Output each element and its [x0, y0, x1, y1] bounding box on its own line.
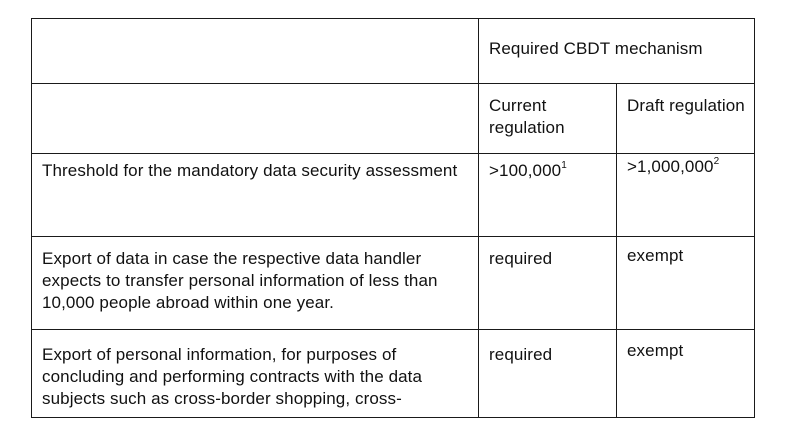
current-regulation-heading: Current regulation — [489, 96, 565, 137]
row-current-cell — [479, 237, 617, 330]
header-empty-cell — [32, 19, 479, 84]
header-row-group — [32, 19, 755, 84]
row-draft-cell — [617, 237, 755, 330]
row-label-cell — [32, 237, 479, 330]
header-group-cell — [479, 19, 755, 84]
current-threshold-value: >100,000 — [489, 161, 562, 180]
row-label: Export of personal information, for purposes of concluding and performing contracts with the data subjects such as cross-border shopping, cross- — [42, 345, 423, 408]
current-regulation-header-cell — [479, 84, 617, 154]
row-current-value: required — [489, 345, 553, 364]
row-current-cell — [479, 154, 617, 237]
table-row — [32, 154, 755, 237]
draft-regulation-heading: Draft regulation — [627, 96, 745, 115]
required-cbdt-mechanism-heading: Required CBDT mechanism — [489, 39, 703, 58]
row-draft-value: exempt — [627, 246, 684, 265]
draft-threshold-value: >1,000,000 — [627, 157, 714, 176]
footnote-marker: 2 — [713, 156, 720, 168]
row-current-value — [479, 154, 616, 182]
footnote-marker: 1 — [561, 160, 567, 172]
row-draft-value — [617, 154, 754, 178]
row-current-cell — [479, 330, 617, 418]
row-label: Threshold for the mandatory data security assessment — [42, 161, 458, 180]
row-draft-cell — [617, 330, 755, 418]
cbdt-comparison-table — [31, 18, 755, 418]
draft-regulation-header-cell — [617, 84, 755, 154]
header-empty-cell-2 — [32, 84, 479, 154]
row-label-cell — [32, 154, 479, 237]
header-row-columns — [32, 84, 755, 154]
row-current-value: required — [489, 249, 553, 268]
row-draft-value: exempt — [627, 341, 684, 360]
row-label: Export of data in case the respective data handler expects to transfer personal information of less than 10,000 people abroad within one year. — [42, 249, 438, 312]
row-label-cell — [32, 330, 479, 418]
row-draft-cell — [617, 154, 755, 237]
table-row — [32, 237, 755, 330]
table-row — [32, 330, 755, 418]
